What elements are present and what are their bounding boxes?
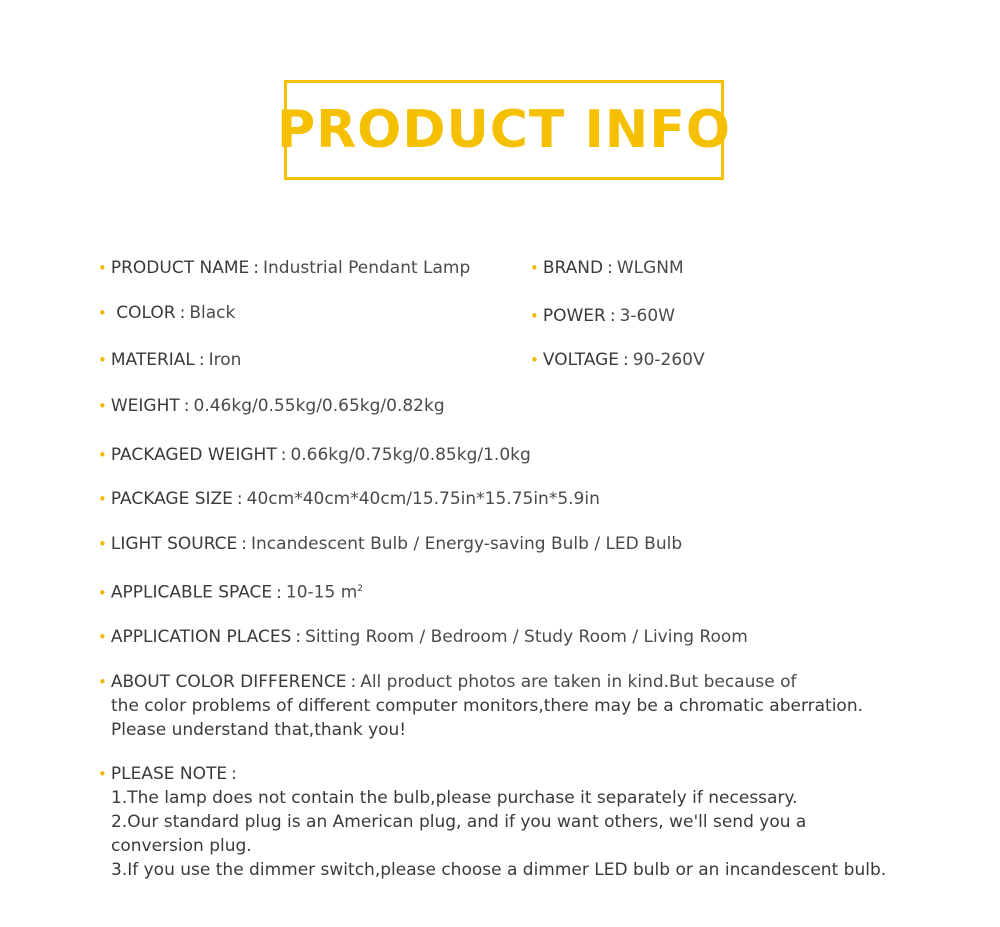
spec-label: PLEASE NOTE [110,764,228,784]
bullet-icon: • [98,259,107,277]
separator: : [295,627,302,647]
bullet-icon: • [98,535,107,553]
spec-package-size [98,487,600,511]
page-title: PRODUCT INFO [276,100,732,160]
separator: : [198,350,205,370]
spec-label: PRODUCT NAME [110,258,250,278]
spec-value: WLGNM [616,258,684,278]
separator: : [280,445,287,465]
spec-color-difference [98,670,796,694]
separator: : [236,489,243,509]
separator: : [350,672,357,692]
spec-value: 90-260V [632,350,705,370]
note-line: 1.The lamp does not contain the bulb,please purchase it separately if necessary. [111,788,798,808]
spec-label: PACKAGED WEIGHT [110,445,277,465]
spec-value: 0.46kg/0.55kg/0.65kg/0.82kg [193,396,445,416]
bullet-icon: • [98,446,107,464]
separator: : [183,396,190,416]
spec-label: BRAND [542,258,604,278]
separator: : [231,764,237,784]
spec-product-name [98,256,470,280]
superscript: 2 [357,584,363,594]
bullet-icon: • [98,304,107,322]
spec-label: APPLICABLE SPACE [110,582,273,603]
separator: : [609,306,616,326]
separator: : [241,534,248,554]
spec-packaged-weight [98,443,531,467]
spec-label: POWER [542,306,606,326]
spec-label: PACKAGE SIZE [110,489,233,509]
spec-weight [98,394,445,418]
spec-value: 0.66kg/0.75kg/0.85kg/1.0kg [290,445,531,465]
spec-label: LIGHT SOURCE [110,534,238,554]
bullet-icon: • [98,628,107,646]
note-line: 2.Our standard plug is an American plug, and if you want others, we'll send you a [111,812,807,832]
separator: : [276,582,282,603]
separator: : [179,303,186,323]
spec-label: VOLTAGE [542,350,620,370]
separator: : [607,258,613,278]
bullet-icon: • [530,307,539,325]
bullet-icon: • [530,259,539,277]
spec-value: All product photos are taken in kind.But because of [360,672,797,692]
spec-value: Black [189,303,236,323]
spec-value: 3-60W [619,306,675,326]
title-box [276,80,732,180]
bullet-icon: • [98,490,107,508]
bullet-icon: • [98,673,107,691]
spec-material [98,348,241,372]
bullet-icon: • [98,765,107,783]
spec-value: Incandescent Bulb / Energy-saving Bulb / LED Bulb [251,534,683,554]
spec-label: ABOUT COLOR DIFFERENCE [110,672,347,692]
spec-value: 10-15 m [285,582,358,603]
spec-value: Iron [208,350,242,370]
spec-label: MATERIAL [110,350,195,370]
bullet-icon: • [98,397,107,415]
spec-brand [530,256,684,280]
spec-light-source [98,532,682,556]
spec-power [530,304,675,328]
bullet-icon: • [98,351,107,369]
spec-voltage [530,348,705,372]
spec-color [98,301,235,325]
spec-value: Sitting Room / Bedroom / Study Room / Living Room [305,627,748,647]
bullet-icon: • [98,583,107,602]
separator: : [253,258,259,278]
spec-value: 40cm*40cm*40cm/15.75in*15.75in*5.9in [246,489,600,509]
note-line: conversion plug. [111,836,252,856]
bullet-icon: • [530,351,539,369]
separator: : [623,350,629,370]
color-difference-line-2: the color problems of different computer monitors,there may be a chromatic aberration. [111,696,864,716]
spec-label: APPLICATION PLACES [110,627,292,647]
spec-label: WEIGHT [110,396,180,416]
spec-value: Industrial Pendant Lamp [262,258,471,278]
spec-application-places [98,625,748,649]
color-difference-line-3: Please understand that,thank you! [111,720,407,740]
spec-please-note [98,762,241,786]
note-line: 3.If you use the dimmer switch,please choose a dimmer LED bulb or an incandescent bulb. [111,860,887,880]
spec-applicable-space [98,577,363,605]
spec-label: COLOR [116,303,176,323]
